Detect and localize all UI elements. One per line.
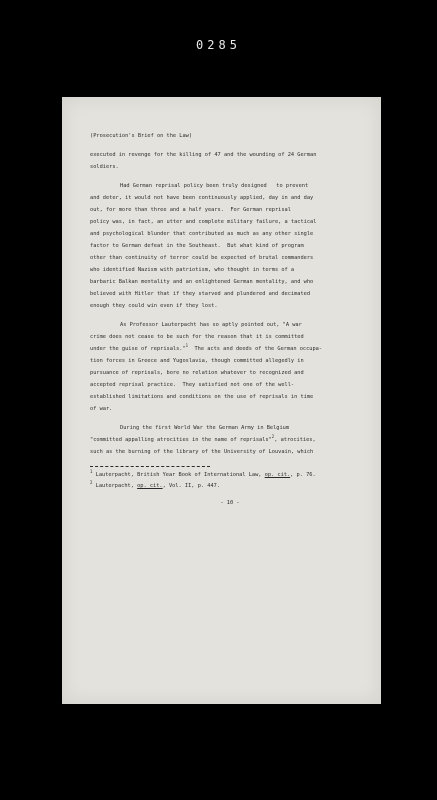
footnote-divider [90, 466, 210, 467]
text-line: soldiers. [90, 164, 119, 170]
footnote-marker: 1 [185, 343, 189, 349]
footnote-text: Lauterpacht, [95, 483, 138, 489]
text-line [90, 343, 370, 355]
footnote-1 [90, 469, 370, 480]
text-line: As Professor Lauterpacht has so aptly pointed out, "A war [120, 322, 302, 328]
text-line: such as the burning of the library of the University of Louvain, which [90, 449, 314, 455]
text-line: During the first World War the German Army in Belgium [120, 425, 290, 431]
footnote-text: , p. 76. [290, 472, 316, 478]
text-line: tion forces in Greece and Yugoslavia, though committed allegedly in [90, 358, 304, 364]
page-header: (Prosecution's Brief on the Law) [90, 133, 193, 139]
text-line: barbaric Balkan mentality and an enlightened German mentality, and who [90, 279, 314, 285]
text-line: accepted reprisal practice. They satisfied not one of the well- [90, 382, 295, 388]
text-line [90, 434, 370, 446]
quote-text: "committed appalling atrocities in the name of reprisals" [90, 437, 272, 443]
text-line: and psychological blunder that contributed as much as any other single [90, 231, 314, 237]
document-page [62, 97, 381, 704]
frame-number: 0285 [196, 38, 241, 52]
paragraph-3 [90, 319, 370, 415]
text-continue: , atrocities, [274, 437, 316, 443]
text-line: out, for more than three and a half years. For German reprisal [90, 207, 291, 213]
text-line: believed with Hitler that if they starved and plundered and decimated [90, 291, 311, 297]
page-number: - 10 - [220, 500, 240, 506]
paragraph-4 [90, 422, 370, 458]
quote-end: under the guise of reprisals." [90, 346, 186, 352]
paragraph-2 [90, 180, 370, 312]
page-content [90, 130, 370, 509]
text-line: enough they could win even if they lost. [90, 303, 218, 309]
footnote-marker: 2 [271, 434, 275, 440]
footnotes [90, 469, 370, 491]
text-line: and deter, it would not have been continuously applied, day in and day [90, 195, 314, 201]
footnote-citation: op. cit. [264, 472, 291, 478]
text-line: of war. [90, 406, 113, 412]
footnote-text: , Vol. II, p. 447. [162, 483, 221, 489]
footnote-2 [90, 480, 370, 491]
footnote-citation: op. cit. [137, 483, 163, 489]
paragraph-1 [90, 149, 370, 173]
footnote-text: Lauterpacht, British Year Book of International Law, [95, 472, 265, 478]
text-line: established limitations and conditions on the use of reprisals in time [90, 394, 314, 400]
footnote-number: 1 [90, 469, 93, 475]
text-line: factor to German defeat in the Southeast. But what kind of program [90, 243, 304, 249]
text-continue: The acts and deeds of the German occupa- [194, 346, 323, 352]
footnote-number: 2 [90, 480, 93, 486]
text-line: policy was, in fact, an utter and complete military failure, a tactical [90, 219, 317, 225]
text-line: crime does not cease to be such for the reason that it is committed [90, 334, 304, 340]
text-line: executed in revenge for the killing of 47 and the wounding of 24 German [90, 152, 317, 158]
text-line: Had German reprisal policy been truly designed to prevent [120, 183, 309, 189]
text-line: pursuance of reprisals, bore no relation whatever to recognized and [90, 370, 304, 376]
text-line: other than continuity of terror could be expected of brutal commanders [90, 255, 314, 261]
text-line: who identified Nazism with patriotism, who thought in terms of a [90, 267, 295, 273]
